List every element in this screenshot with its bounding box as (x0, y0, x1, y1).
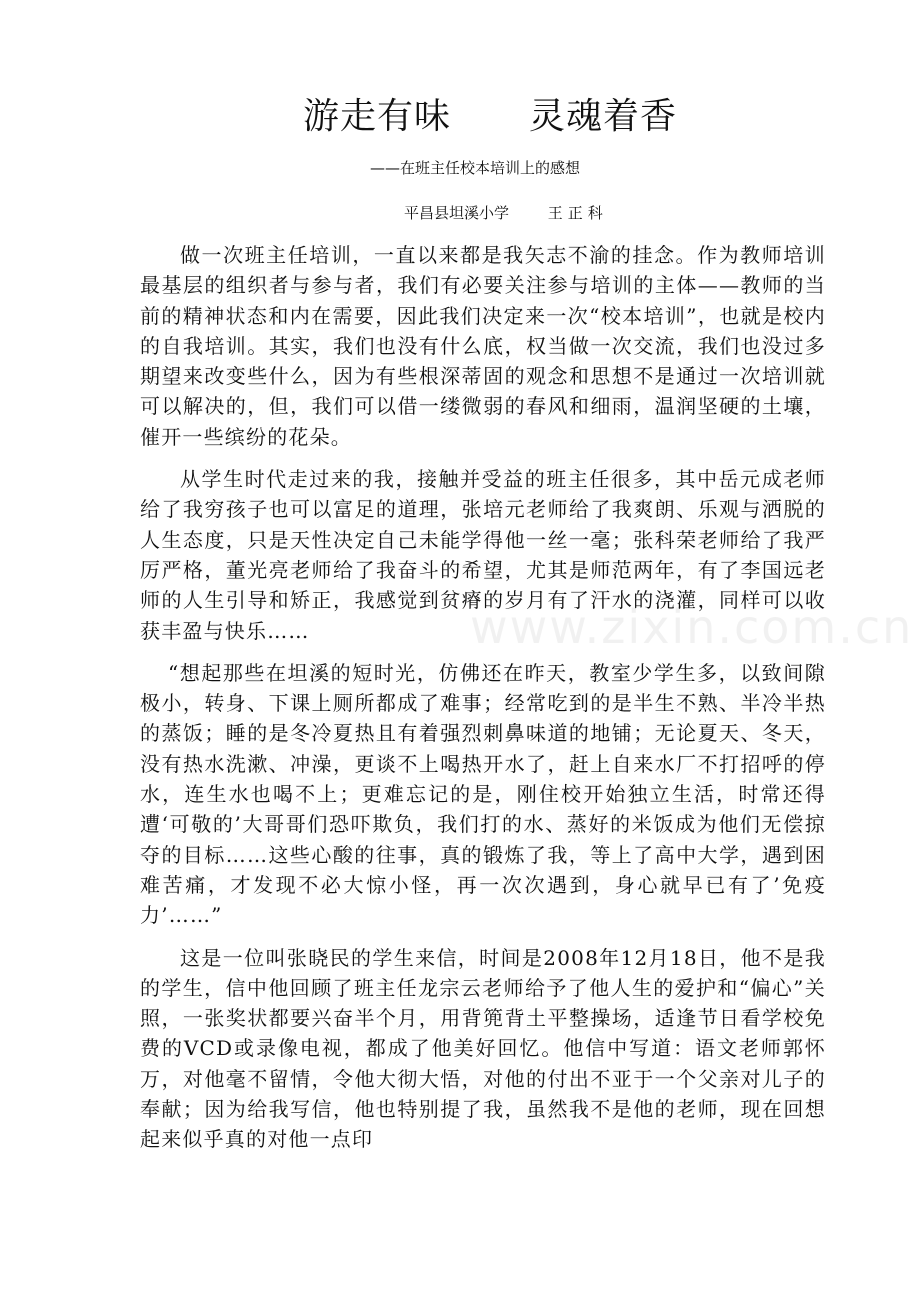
quoted-letter-paragraph: “想起那些在坦溪的短时光，仿佛还在昨天，教室少学生多，以致间隙极小，转身、下课上厕所都成了难事；经常吃到的是半生不熟、半冷半热的蒸饭；睡的是冬冷夏热且有着强烈刺鼻味道的地铺；无论夏天、冬天，没有热水洗漱、冲澡，更谈不上喝热开水了，赶上自来水厂不打招呼的停水，连生水也喝不上；更难忘记的是，刚住校开始独立生活，时常还得遭‘可敬的’大哥哥们恐吓欺负，我们打的水、蒸好的米饭成为他们无偿掠夺的目标……这些心酸的往事，真的锻炼了我，等上了高中大学，遇到困难苦痛，才发现不必大惊小怪，再一次次遇到，身心就早已有了’免疫力’……” (140, 660, 826, 928)
author-name: 王正科 (547, 204, 608, 222)
document-title (0, 88, 920, 139)
author-school: 平昌县坦溪小学 (404, 204, 510, 222)
paragraph: 从学生时代走过来的我，接触并受益的班主任很多，其中岳元成老师给了我穷孩子也可以富足的道理，张培元老师给了我爽朗、乐观与洒脱的人生态度，只是天性决定自己未能学得他一丝一毫；张科荣老师给了我严厉严格，董光亮老师给了我奋斗的希望，尤其是师范两年，有了李国远老师的人生引导和矫正，我感觉到贫瘠的岁月有了汗水的浇灌，同样可以收获丰盈与快乐…… (140, 467, 826, 643)
author-line (404, 202, 608, 223)
paragraph: 这是一位叫张晓民的学生来信，时间是2008年12月18日，他不是我的学生，信中他回顾了班主任龙宗云老师给予了他人生的爱护和“偏心”关照，一张奖状都要兴奋半个月，用背篼背土平整操场，适逢节日看学校免费的VCD或录像电视，都成了他美好回忆。他信中写道：语文老师郭怀万，对他毫不留情，令他大彻大悟，对他的付出不亚于一个父亲对儿子的奉献；因为给我写信，他也特别提了我，虽然我不是他的老师，现在回想起来似乎真的对他一点印 (140, 945, 826, 1152)
title-part-1: 游走有味 (302, 96, 451, 137)
watermark: www.zixin.com.cn (470, 600, 914, 654)
title-part-2: 灵魂着香 (529, 96, 678, 137)
paragraph: 做一次班主任培训，一直以来都是我矢志不渝的挂念。作为教师培训最基层的组织者与参与者，我们有必要关注参与培训的主体——教师的当前的精神状态和内在需要，因此我们决定来一次“校本培训”，也就是校内的自我培训。其实，我们也没有什么底，权当做一次交流，我们也没过多期望来改变些什么，因为有些根深蒂固的观念和思想不是通过一次培训就可以解决的，但，我们可以借一缕微弱的春风和细雨，温润坚硬的土壤，催开一些缤纷的花朵。 (140, 243, 826, 449)
document-body (140, 240, 826, 1155)
document-subtitle: ——在班主任校本培训上的感想 (370, 159, 581, 177)
